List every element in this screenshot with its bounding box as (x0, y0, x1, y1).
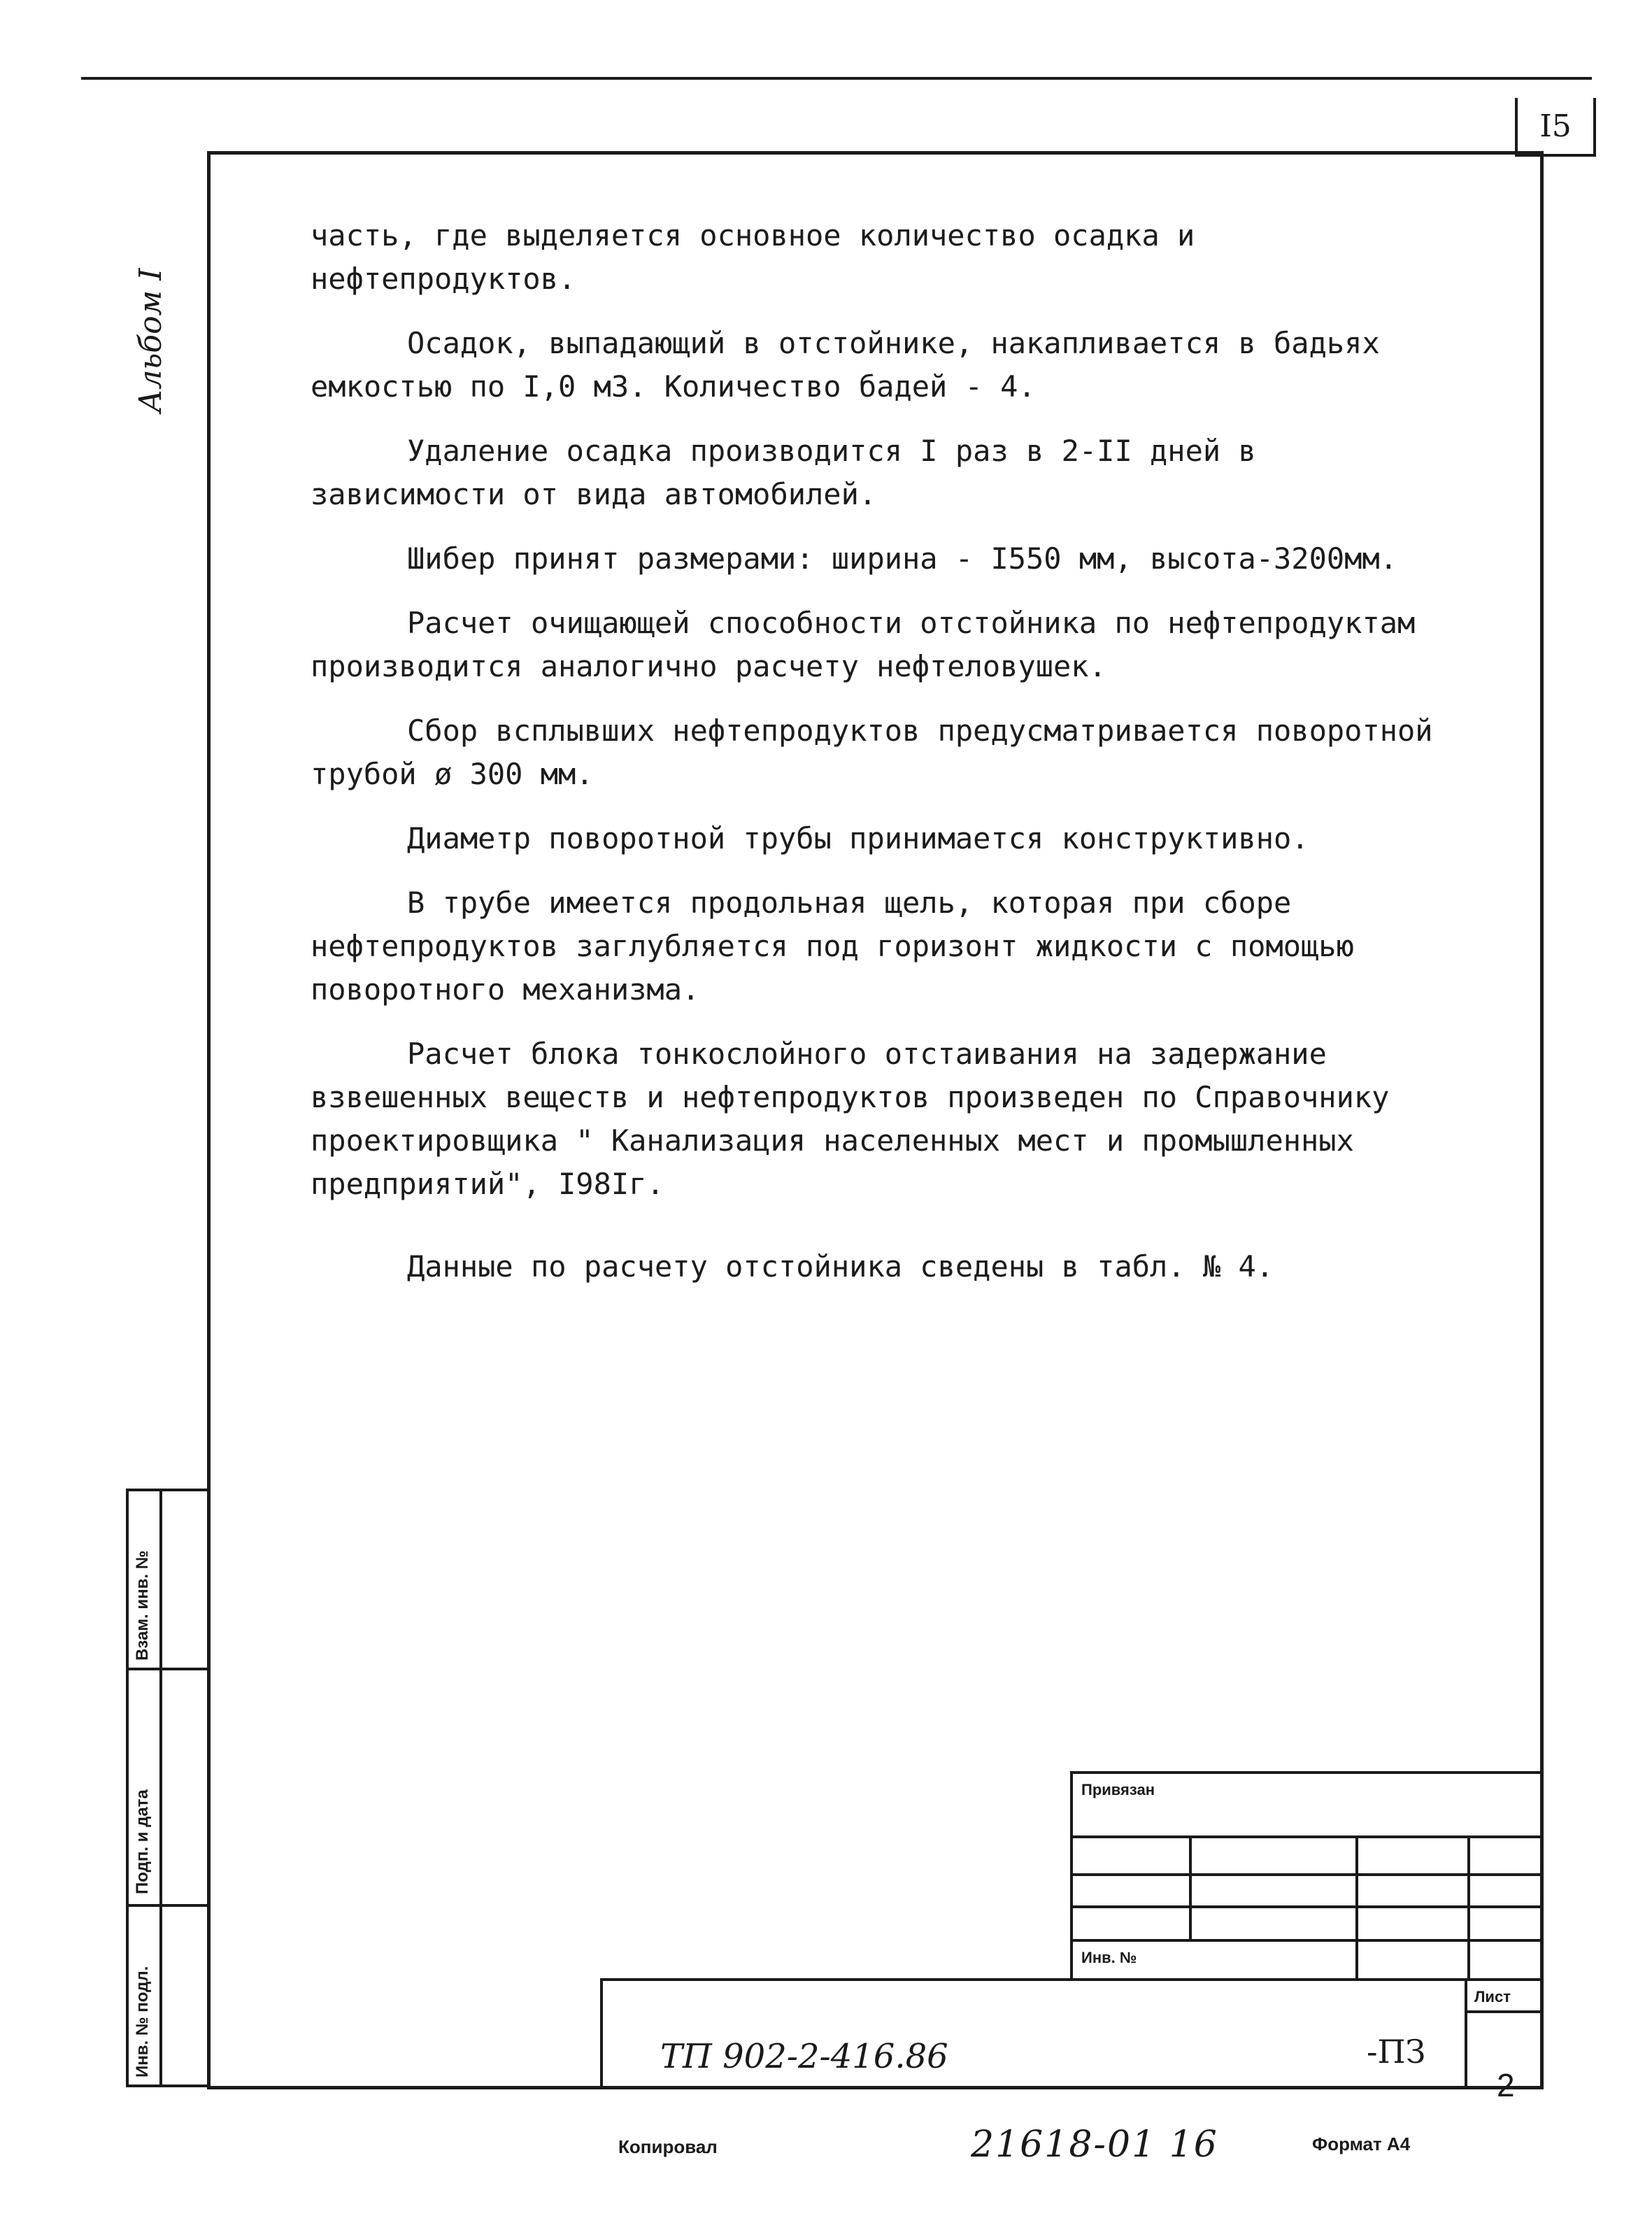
frame-right (1540, 151, 1544, 2089)
list-label: Лист (1474, 1988, 1511, 2005)
tb-row-1 (1070, 1835, 1541, 1838)
stamp-col-top (126, 1489, 210, 1491)
tb-list-divider (1465, 2010, 1541, 2013)
tb-list-left (1465, 1978, 1467, 2087)
tb-main-left (600, 1978, 603, 2087)
frame-left (207, 151, 211, 2089)
privyazan-label: Привязан (1081, 1781, 1155, 1798)
inv-podl-label: Инв. № подл. (133, 1966, 152, 2078)
tb-col-1 (1189, 1835, 1192, 1940)
frame-top (207, 151, 1543, 155)
tb-col-2 (1355, 1835, 1358, 1981)
paragraph-3: Удаление осадка производится I раз в 2-II дней в зависимости от вида автомобилей. (311, 434, 1256, 511)
paragraph-7: Диаметр поворотной трубы принимается конструктивно. (407, 821, 1309, 855)
paragraph-5: Расчет очищающей способности отстойника по нефтепродуктам производится аналогично расчету нефтеловушек. (311, 606, 1416, 683)
tb-main-top (600, 1978, 1541, 1981)
inv-no-label: Инв. № (1081, 1949, 1137, 1966)
tb-col-3 (1467, 1835, 1470, 1981)
vzam-inv-label: Взам. инв. № (133, 1550, 152, 1661)
paragraph-10: Данные по расчету отстойника сведены в табл. № 4. (407, 1249, 1274, 1284)
tb-upper-top (1070, 1771, 1541, 1774)
tb-row-4 (1070, 1939, 1541, 1942)
document-designation: ТП 902-2-416.86 (660, 2037, 948, 2076)
paragraph-6: Сбор всплывших нефтепродуктов предусматривается поворотной трубой ø 300 мм. (311, 713, 1433, 791)
top-rule (81, 77, 1592, 80)
tb-row-3 (1070, 1905, 1541, 1908)
album-note: Альбом I (133, 268, 169, 413)
paragraph-9: Расчет блока тонкослойного отстаивания на задержание взвешенных веществ и нефтепродуктов произведен по Справочнику проектировщика " Канализация населенных мест и промышленных предприятий", I98Iг. (311, 1037, 1390, 1201)
paragraph-8: В трубе имеется продольная щель, которая при сборе нефтепродуктов заглубляется под горизонт жидкости с помощью поворотного механизма. (311, 886, 1354, 1007)
frame-bottom (207, 2086, 1544, 2089)
sheet-number-box (1515, 98, 1596, 157)
body-text (311, 214, 1458, 1309)
stamp-div-1 (126, 1668, 210, 1670)
stamp-div-2 (126, 1904, 210, 1907)
document-type: -ПЗ (1367, 2033, 1426, 2071)
stamp-col-mid (159, 1489, 162, 2087)
sheet-no: 2 (1497, 2067, 1515, 2103)
order-number: 21618-01 16 (971, 2124, 1218, 2166)
paragraph-2: Осадок, выпадающий в отстойнике, накапливается в бадьях емкостью по I,0 м3. Количество бадей - 4. (311, 326, 1380, 404)
format-label: Формат А4 (1312, 2133, 1411, 2154)
tb-upper-left (1070, 1771, 1073, 1981)
stamp-col-bottom (126, 2085, 210, 2087)
paragraph-4: Шибер принят размерами: ширина - I550 мм, высота-3200мм. (407, 541, 1398, 576)
sheet-number: I5 (1539, 108, 1572, 144)
copied-label: Копировал (618, 2136, 718, 2157)
stamp-col-left (126, 1489, 129, 2087)
podp-data-label: Подп. и дата (133, 1789, 152, 1894)
paragraph-1: часть, где выделяется основное количество осадка и нефтепродуктов. (311, 218, 1195, 296)
tb-row-2 (1070, 1873, 1541, 1876)
